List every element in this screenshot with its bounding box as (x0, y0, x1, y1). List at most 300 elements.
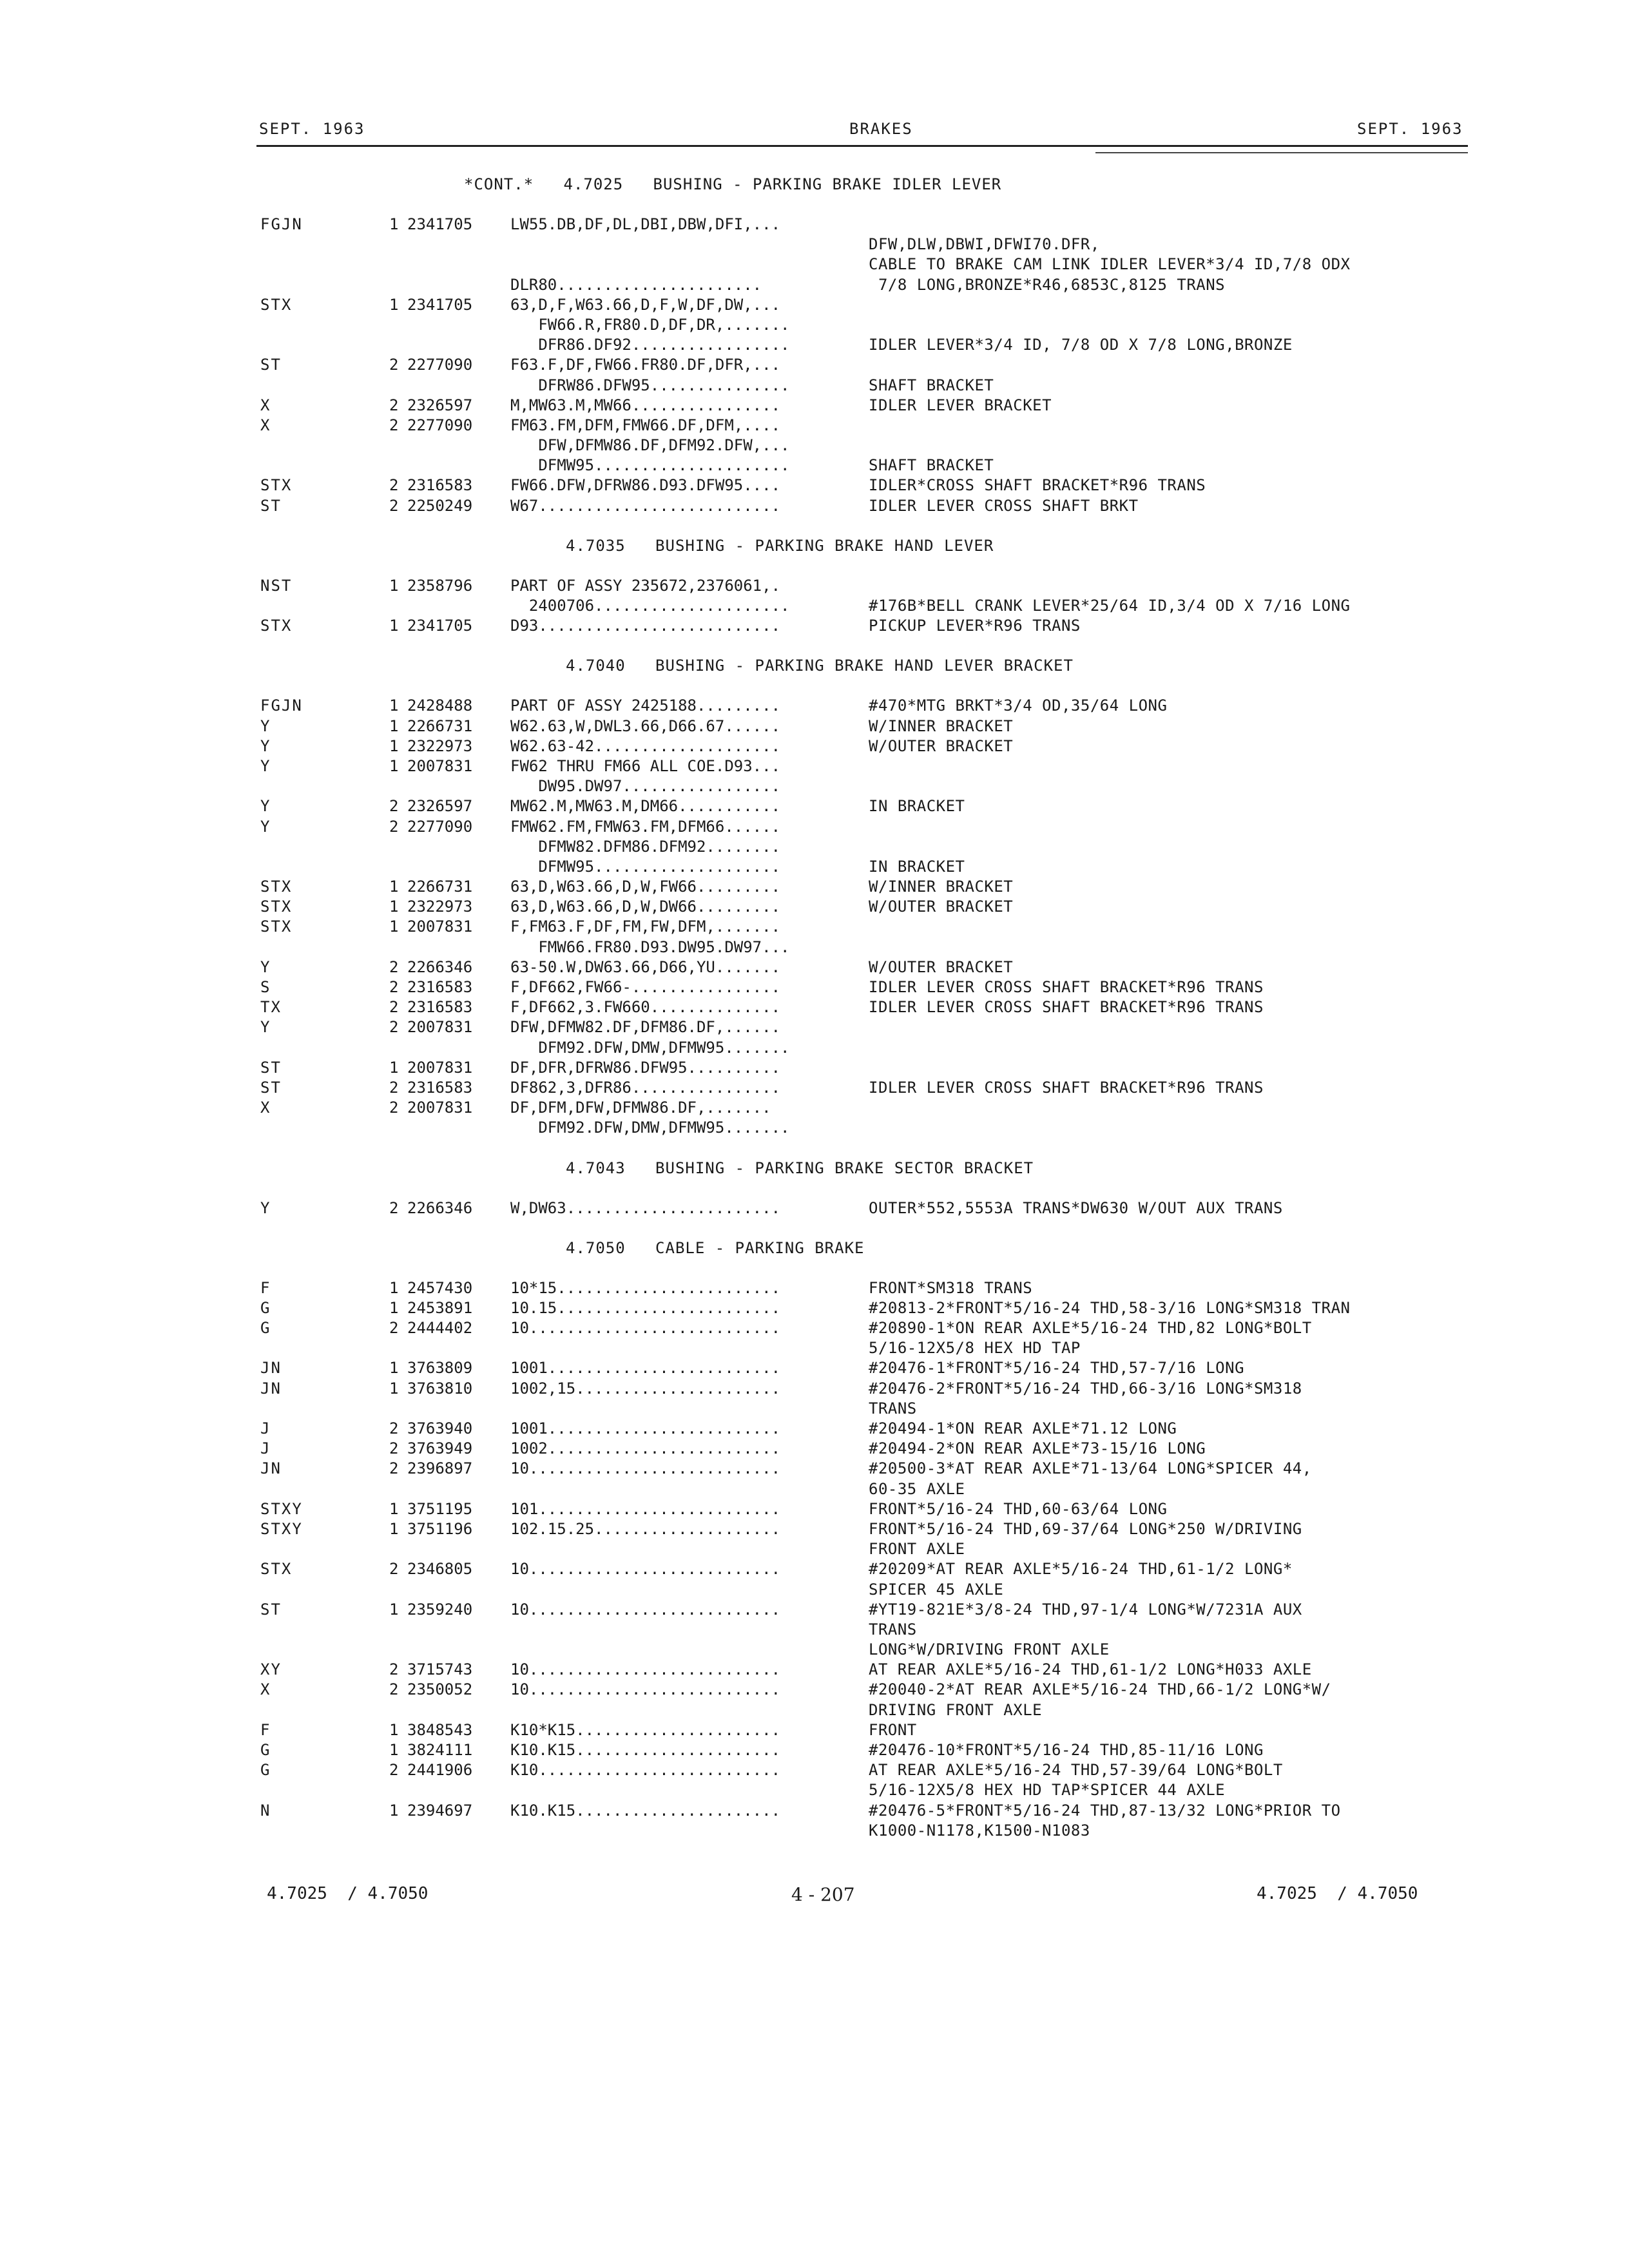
table-row (0, 456, 1629, 476)
application: 2400706..................... (510, 597, 790, 615)
description: IDLER LEVER CROSS SHAFT BRACKET*R96 TRANS (869, 978, 1264, 996)
description: AT REAR AXLE*5/16-24 THD,57-39/64 LONG*BOLT (869, 1761, 1283, 1780)
model-code: STX (260, 617, 293, 635)
description: 5/16-12X5/8 HEX HD TAP (869, 1339, 1081, 1358)
description: #20476-10*FRONT*5/16-24 THD,85-11/16 LONG (869, 1741, 1264, 1759)
description: 60-35 AXLE (869, 1479, 965, 1498)
quantity: 2 (389, 1459, 399, 1478)
application: 10........................... (510, 1560, 781, 1579)
section-title-text: 4.7043 BUSHING - PARKING BRAKE SECTOR BRACKET (566, 1158, 1034, 1177)
parts-listing (0, 175, 1629, 1841)
quantity: 2 (389, 1099, 399, 1117)
description: #20476-1*FRONT*5/16-24 THD,57-7/16 LONG (869, 1359, 1245, 1378)
quantity: 2 (389, 1078, 399, 1097)
table-row (0, 1279, 1629, 1299)
part-number: 2428488 (407, 697, 473, 715)
section-spacer (0, 1259, 1629, 1279)
model-code: J (260, 1419, 271, 1437)
application: K10*K15...................... (510, 1720, 781, 1739)
section-title (0, 1239, 1629, 1259)
model-code: STXY (260, 1499, 303, 1518)
section-title-text: 4.7035 BUSHING - PARKING BRAKE HAND LEVER (566, 536, 994, 555)
quantity: 1 (389, 576, 399, 595)
part-number: 2266346 (407, 1198, 473, 1217)
table-row (0, 938, 1629, 958)
application: 10........................... (510, 1319, 781, 1338)
application: W62.63-42.................... (510, 736, 781, 755)
table-row (0, 1379, 1629, 1399)
table-row (0, 597, 1629, 617)
model-code: F (260, 1278, 271, 1297)
table-row (0, 396, 1629, 416)
part-number: 2277090 (407, 356, 473, 374)
model-code: Y (260, 1018, 271, 1037)
table-row (0, 276, 1629, 296)
model-code: F (260, 1720, 271, 1739)
table-row (0, 757, 1629, 777)
description: SPICER 45 AXLE (869, 1580, 1004, 1599)
part-number: 2266731 (407, 716, 473, 735)
part-number: 3763809 (407, 1359, 473, 1378)
quantity: 2 (389, 1660, 399, 1679)
part-number: 2326597 (407, 396, 473, 414)
description: IDLER LEVER CROSS SHAFT BRKT (869, 496, 1139, 515)
description: IDLER LEVER*3/4 ID, 7/8 OD X 7/8 LONG,BRONZE (869, 336, 1293, 354)
header-date-left: SEPT. 1963 (259, 120, 365, 138)
description: 7/8 LONG,BRONZE*R46,6853C,8125 TRANS (869, 275, 1226, 294)
application: DFMW95..................... (510, 456, 790, 475)
table-row (0, 577, 1629, 597)
table-row (0, 436, 1629, 456)
table-row (0, 1680, 1629, 1700)
model-code: ST (260, 356, 282, 374)
table-row (0, 1399, 1629, 1419)
application: DF,DFM,DFW,DFMW86.DF,....... (510, 1099, 771, 1117)
quantity: 1 (389, 295, 399, 314)
quantity: 1 (389, 918, 399, 936)
quantity: 1 (389, 756, 399, 775)
table-row (0, 1721, 1629, 1741)
part-number: 3763949 (407, 1439, 473, 1458)
table-row (0, 697, 1629, 716)
quantity: 2 (389, 797, 399, 816)
quantity: 2 (389, 1018, 399, 1037)
part-number: 2444402 (407, 1319, 473, 1338)
quantity: 1 (389, 1600, 399, 1619)
model-code: NST (260, 576, 293, 595)
description: W/OUTER BRACKET (869, 957, 1014, 976)
table-row (0, 1761, 1629, 1781)
model-code: STXY (260, 1519, 303, 1538)
table-row (0, 1480, 1629, 1500)
part-number: 2277090 (407, 416, 473, 434)
footer-range-left: 4.7025 / 4.7050 (267, 1884, 429, 1903)
section-spacer (0, 1219, 1629, 1239)
description: W/OUTER BRACKET (869, 898, 1014, 916)
application: 101.......................... (510, 1499, 781, 1518)
section-title-text: *CONT.* 4.7025 BUSHING - PARKING BRAKE IDLER LEVER (464, 175, 1002, 193)
header-rule-secondary (1095, 152, 1468, 153)
quantity: 2 (389, 957, 399, 976)
quantity: 2 (389, 817, 399, 836)
part-number: 2250249 (407, 496, 473, 515)
part-number: 2326597 (407, 797, 473, 816)
table-row (0, 1119, 1629, 1139)
part-number: 3824111 (407, 1741, 473, 1759)
quantity: 2 (389, 1419, 399, 1437)
description: IDLER LEVER CROSS SHAFT BRACKET*R96 TRANS (869, 998, 1264, 1017)
part-number: 3848543 (407, 1720, 473, 1739)
header-rule (256, 145, 1468, 147)
application: F,DF662,3.FW660.............. (510, 998, 781, 1017)
application: K10.......................... (510, 1761, 781, 1780)
part-number: 2007831 (407, 756, 473, 775)
model-code: X (260, 1680, 271, 1699)
quantity: 2 (389, 496, 399, 515)
model-code: X (260, 416, 271, 434)
model-code: S (260, 978, 271, 996)
description: FRONT*5/16-24 THD,60-63/64 LONG (869, 1499, 1168, 1518)
description: #YT19-821E*3/8-24 THD,97-1/4 LONG*W/7231A AUX (869, 1600, 1302, 1619)
application: 63,D,F,W63.66,D,F,W,DF,DW,... (510, 295, 781, 314)
quantity: 2 (389, 1439, 399, 1458)
table-row (0, 1419, 1629, 1439)
part-number: 2266731 (407, 878, 473, 896)
table-row (0, 1039, 1629, 1059)
table-row (0, 215, 1629, 235)
model-code: ST (260, 1600, 282, 1619)
quantity: 1 (389, 697, 399, 715)
quantity: 1 (389, 1379, 399, 1398)
table-row (0, 1500, 1629, 1520)
header-date-right: SEPT. 1963 (1357, 120, 1463, 138)
part-number: 3763810 (407, 1379, 473, 1398)
part-number: 2007831 (407, 1018, 473, 1037)
description: IDLER LEVER BRACKET (869, 396, 1052, 414)
page-number: 4 - 207 (791, 1884, 855, 1905)
application: 10........................... (510, 1459, 781, 1478)
application: 63,D,W63.66,D,W,FW66......... (510, 878, 781, 896)
table-row (0, 1059, 1629, 1079)
description: #20494-1*ON REAR AXLE*71.12 LONG (869, 1419, 1177, 1437)
model-code: STX (260, 918, 293, 936)
description: IN BRACKET (869, 857, 965, 876)
model-code: X (260, 1099, 271, 1117)
model-code: G (260, 1761, 271, 1780)
quantity: 1 (389, 1359, 399, 1378)
application: DFMW95.................... (510, 857, 781, 876)
table-row (0, 1459, 1629, 1479)
part-number: 2316583 (407, 476, 473, 495)
quantity: 1 (389, 1741, 399, 1759)
section-spacer (0, 517, 1629, 537)
table-row (0, 617, 1629, 637)
description: OUTER*552,5553A TRANS*DW630 W/OUT AUX TRANS (869, 1198, 1283, 1217)
model-code: Y (260, 716, 271, 735)
part-number: 2441906 (407, 1761, 473, 1780)
description: #176B*BELL CRANK LEVER*25/64 ID,3/4 OD X 7/16 LONG (869, 597, 1351, 615)
description: #20813-2*FRONT*5/16-24 THD,58-3/16 LONG*SM318 TRAN (869, 1298, 1351, 1317)
table-row (0, 336, 1629, 356)
part-number: 2007831 (407, 918, 473, 936)
application: 1002,15...................... (510, 1379, 781, 1398)
model-code: X (260, 396, 271, 414)
table-row (0, 1099, 1629, 1119)
section-title (0, 537, 1629, 557)
application: 10........................... (510, 1660, 781, 1679)
part-number: 2007831 (407, 1099, 473, 1117)
description: #20476-2*FRONT*5/16-24 THD,66-3/16 LONG*SM318 (869, 1379, 1302, 1398)
table-row (0, 1802, 1629, 1821)
table-row (0, 1359, 1629, 1379)
model-code: ST (260, 1058, 282, 1077)
table-row (0, 296, 1629, 316)
quantity: 2 (389, 1319, 399, 1338)
table-row (0, 838, 1629, 858)
description: FRONT (869, 1720, 917, 1739)
table-row (0, 1620, 1629, 1640)
part-number: 2341705 (407, 215, 473, 233)
quantity: 2 (389, 416, 399, 434)
model-code: Y (260, 957, 271, 976)
quantity: 1 (389, 215, 399, 233)
quantity: 2 (389, 396, 399, 414)
description: CABLE TO BRAKE CAM LINK IDLER LEVER*3/4 ID,7/8 ODX (869, 255, 1351, 274)
table-row (0, 356, 1629, 376)
description: W/OUTER BRACKET (869, 736, 1014, 755)
part-number: 2322973 (407, 736, 473, 755)
section-title (0, 1159, 1629, 1179)
table-row (0, 797, 1629, 817)
section-spacer (0, 1179, 1629, 1199)
table-row (0, 497, 1629, 517)
table-row (0, 878, 1629, 898)
description: AT REAR AXLE*5/16-24 THD,61-1/2 LONG*H033 AXLE (869, 1660, 1312, 1679)
part-number: 2316583 (407, 978, 473, 996)
application: FW66.DFW,DFRW86.D93.DFW95.... (510, 476, 781, 495)
model-code: JN (260, 1359, 282, 1378)
part-number: 3763940 (407, 1419, 473, 1437)
table-row (0, 958, 1629, 978)
description: DFW,DLW,DBWI,DFWI70.DFR, (869, 235, 1100, 254)
model-code: Y (260, 797, 271, 816)
table-row (0, 1701, 1629, 1721)
part-number: 2394697 (407, 1801, 473, 1820)
model-code: J (260, 1439, 271, 1458)
application: DF862,3,DFR86................ (510, 1078, 781, 1097)
application: DFM92.DFW,DMW,DFMW95....... (510, 1038, 790, 1057)
table-row (0, 416, 1629, 436)
table-row (0, 1640, 1629, 1660)
table-row (0, 1018, 1629, 1038)
application: DFW,DFMW82.DF,DFM86.DF,...... (510, 1018, 781, 1037)
part-number: 2359240 (407, 1600, 473, 1619)
quantity: 2 (389, 978, 399, 996)
model-code: Y (260, 736, 271, 755)
description: #20500-3*AT REAR AXLE*71-13/64 LONG*SPICER 44, (869, 1459, 1312, 1478)
quantity: 1 (389, 1278, 399, 1297)
table-row (0, 1520, 1629, 1540)
table-row (0, 255, 1629, 275)
application: F63.F,DF,FW66.FR80.DF,DFR,... (510, 356, 781, 374)
model-code: FGJN (260, 215, 303, 233)
part-number: 2316583 (407, 998, 473, 1017)
table-row (0, 1781, 1629, 1801)
part-number: 3715743 (407, 1660, 473, 1679)
table-row (0, 858, 1629, 878)
quantity: 1 (389, 617, 399, 635)
quantity: 1 (389, 898, 399, 916)
application: F,DF662,FW66-................ (510, 978, 781, 996)
application: DFW,DFMW86.DF,DFM92.DFW,... (510, 436, 790, 455)
model-code: STX (260, 898, 293, 916)
quantity: 1 (389, 736, 399, 755)
table-row (0, 1660, 1629, 1680)
description: #20494-2*ON REAR AXLE*73-15/16 LONG (869, 1439, 1206, 1458)
application: FMW62.FM,FMW63.FM,DFM66...... (510, 817, 781, 836)
model-code: Y (260, 817, 271, 836)
application: DFRW86.DFW95............... (510, 376, 790, 394)
table-row (0, 818, 1629, 838)
section-spacer (0, 1139, 1629, 1159)
description: #20209*AT REAR AXLE*5/16-24 THD,61-1/2 LONG* (869, 1560, 1293, 1579)
model-code: G (260, 1319, 271, 1338)
application: 1002......................... (510, 1439, 781, 1458)
description: #20476-5*FRONT*5/16-24 THD,87-13/32 LONG*PRIOR TO (869, 1801, 1341, 1820)
part-number: 2007831 (407, 1058, 473, 1077)
model-code: STX (260, 295, 293, 314)
description: IDLER*CROSS SHAFT BRACKET*R96 TRANS (869, 476, 1206, 495)
model-code: Y (260, 756, 271, 775)
description: LONG*W/DRIVING FRONT AXLE (869, 1640, 1110, 1659)
description: FRONT*5/16-24 THD,69-37/64 LONG*250 W/DRIVING (869, 1519, 1302, 1538)
quantity: 2 (389, 1680, 399, 1699)
quantity: 1 (389, 1720, 399, 1739)
quantity: 1 (389, 1519, 399, 1538)
application: 63,D,W63.66,D,W,DW66......... (510, 898, 781, 916)
header-title: BRAKES (849, 120, 913, 138)
part-number: 2266346 (407, 957, 473, 976)
description: FRONT AXLE (869, 1540, 965, 1559)
model-code: JN (260, 1379, 282, 1398)
footer-range-right: 4.7025 / 4.7050 (1257, 1884, 1418, 1903)
quantity: 1 (389, 1298, 399, 1317)
application: F,FM63.F,DF,FM,FW,DFM,....... (510, 918, 781, 936)
description: TRANS (869, 1399, 917, 1418)
application: M,MW63.M,MW66................ (510, 396, 781, 414)
application: FMW66.FR80.D93.DW95.DW97... (510, 937, 790, 956)
section-spacer (0, 557, 1629, 577)
table-row (0, 1560, 1629, 1580)
quantity: 2 (389, 476, 399, 495)
application: FW62 THRU FM66 ALL COE.D93... (510, 756, 781, 775)
table-row (0, 1319, 1629, 1339)
part-number: 2350052 (407, 1680, 473, 1699)
application: 102.15.25.................... (510, 1519, 781, 1538)
description: 5/16-12X5/8 HEX HD TAP*SPICER 44 AXLE (869, 1781, 1226, 1800)
application: PART OF ASSY 2425188......... (510, 697, 781, 715)
model-code: N (260, 1801, 271, 1820)
table-row (0, 777, 1629, 797)
table-row (0, 998, 1629, 1018)
quantity: 2 (389, 1198, 399, 1217)
application: K10.K15...................... (510, 1741, 781, 1759)
application: D93.......................... (510, 617, 781, 635)
table-row (0, 898, 1629, 918)
part-number: 2316583 (407, 1078, 473, 1097)
application: FW66.R,FR80.D,DF,DR,....... (510, 315, 790, 334)
quantity: 1 (389, 1801, 399, 1820)
table-row (0, 316, 1629, 336)
section-title (0, 657, 1629, 677)
table-row (0, 1741, 1629, 1761)
part-number: 2453891 (407, 1298, 473, 1317)
section-spacer (0, 195, 1629, 215)
part-number: 2341705 (407, 617, 473, 635)
model-code: TX (260, 998, 282, 1017)
description: PICKUP LEVER*R96 TRANS (869, 617, 1081, 635)
table-row (0, 1079, 1629, 1099)
model-code: JN (260, 1459, 282, 1478)
quantity: 2 (389, 356, 399, 374)
quantity: 2 (389, 998, 399, 1017)
table-row (0, 737, 1629, 757)
application: DFR86.DF92................. (510, 336, 790, 354)
table-row (0, 1540, 1629, 1560)
part-number: 2341705 (407, 295, 473, 314)
model-code: STX (260, 878, 293, 896)
table-row (0, 1821, 1629, 1841)
section-spacer (0, 677, 1629, 697)
application: DFMW82.DFM86.DFM92........ (510, 837, 781, 856)
description: K1000-N1178,K1500-N1083 (869, 1821, 1090, 1840)
application: MW62.M,MW63.M,DM66........... (510, 797, 781, 816)
application: DFM92.DFW,DMW,DFMW95....... (510, 1119, 790, 1137)
description: TRANS (869, 1620, 917, 1639)
application: 63-50.W,DW63.66,D66,YU....... (510, 957, 781, 976)
part-number: 3751195 (407, 1499, 473, 1518)
quantity: 2 (389, 1761, 399, 1780)
description: IN BRACKET (869, 797, 965, 816)
application: 10*15........................ (510, 1278, 781, 1297)
application: DW95.DW97................. (510, 777, 781, 796)
description: #20890-1*ON REAR AXLE*5/16-24 THD,82 LONG*BOLT (869, 1319, 1312, 1338)
table-row (0, 1581, 1629, 1600)
quantity: 2 (389, 1560, 399, 1579)
table-row (0, 717, 1629, 737)
table-row (0, 376, 1629, 396)
part-number: 2396897 (407, 1459, 473, 1478)
part-number: 2346805 (407, 1560, 473, 1579)
table-row (0, 918, 1629, 937)
description: W/INNER BRACKET (869, 878, 1014, 896)
description: #20040-2*AT REAR AXLE*5/16-24 THD,66-1/2 LONG*W/ (869, 1680, 1331, 1699)
model-code: Y (260, 1198, 271, 1217)
application: W,DW63....................... (510, 1198, 781, 1217)
model-code: ST (260, 1078, 282, 1097)
description: W/INNER BRACKET (869, 716, 1014, 735)
part-number: 2358796 (407, 576, 473, 595)
table-row (0, 1439, 1629, 1459)
model-code: G (260, 1298, 271, 1317)
description: IDLER LEVER CROSS SHAFT BRACKET*R96 TRANS (869, 1078, 1264, 1097)
quantity: 1 (389, 878, 399, 896)
quantity: 1 (389, 1499, 399, 1518)
application: DF,DFR,DFRW86.DFW95.......... (510, 1058, 781, 1077)
section-title (0, 175, 1629, 195)
application: W67.......................... (510, 496, 781, 515)
model-code: ST (260, 496, 282, 515)
